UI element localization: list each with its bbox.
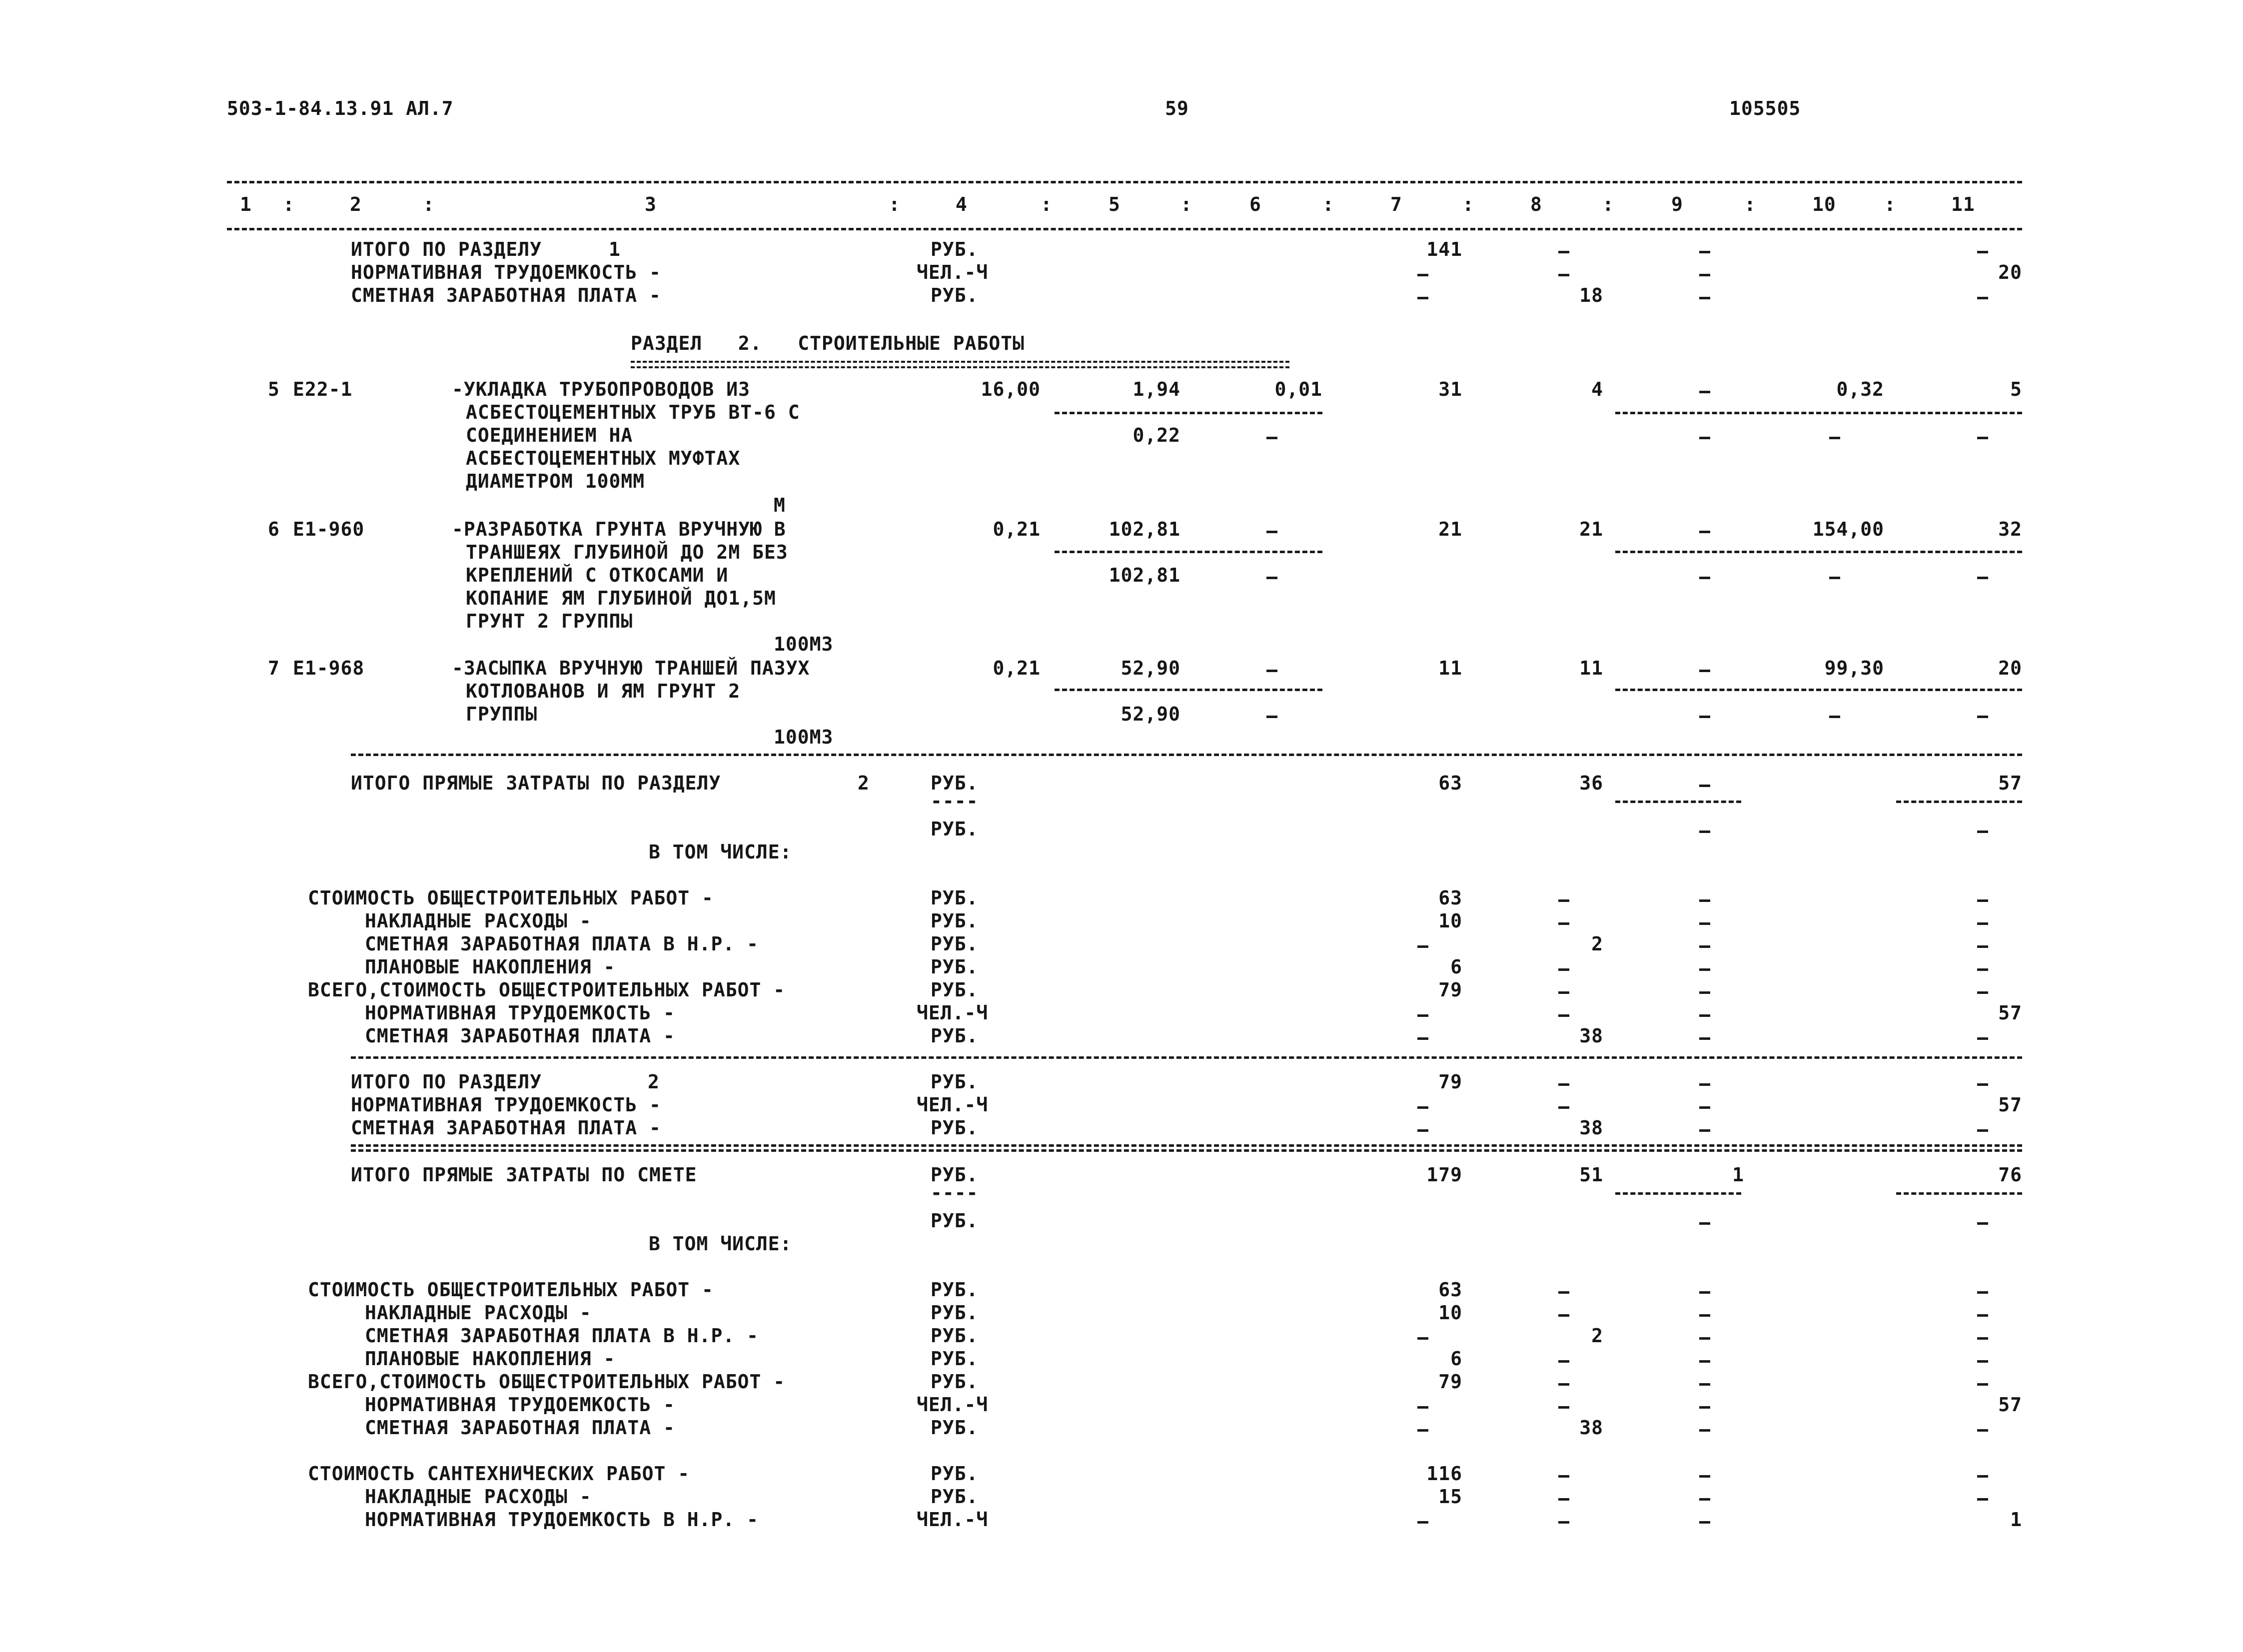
item-quantity: 16,00: [981, 378, 1041, 400]
section2-title-underline: [631, 361, 1289, 363]
including-label: В ТОМ ЧИСЛЕ:: [649, 1233, 792, 1255]
dash-mark: [1558, 251, 1569, 253]
col-header-11: 11: [1951, 193, 1975, 215]
dash-mark: [1266, 716, 1277, 718]
subtotal-rule: [1896, 1192, 2022, 1195]
dash-mark: [1558, 922, 1569, 925]
unit-rub: РУБ.: [931, 1417, 979, 1439]
breakdown-c8: 38: [1579, 1417, 1603, 1439]
breakdown-c7: 15: [1438, 1486, 1462, 1508]
col-sep: :: [1180, 193, 1192, 215]
dash-mark: [1699, 991, 1710, 994]
item-c7: 11: [1438, 657, 1462, 679]
item-code: Е1-960: [293, 518, 365, 540]
dash-mark: [1699, 1498, 1710, 1501]
unit-rub: РУБ.: [931, 1463, 979, 1485]
item-unit: 100М3: [774, 633, 834, 655]
section1-zp-c8: 18: [1579, 284, 1603, 306]
dash-mark: [1977, 991, 1988, 994]
document-code: 503-1-84.13.91 АЛ.7: [227, 97, 454, 119]
item-desc-line: -РАЗРАБОТКА ГРУНТА ВРУЧНУЮ В: [452, 518, 786, 540]
breakdown-label: ВСЕГО,СТОИМОСТЬ ОБЩЕСТРОИТЕЛЬНЫХ РАБОТ -: [308, 979, 786, 1001]
unit-rub: РУБ.: [931, 887, 979, 909]
dash-mark: [1558, 274, 1569, 276]
item-number: 5: [268, 378, 280, 400]
item-number: 6: [268, 518, 280, 540]
dash-mark: [1417, 1037, 1428, 1040]
top-rule: [227, 181, 2022, 183]
dash-mark: [1977, 945, 1988, 948]
item-desc-line: КОТЛОВАНОВ И ЯМ ГРУНТ 2: [466, 680, 741, 702]
dash-mark: [1417, 1129, 1428, 1132]
item-desc-line: АСБЕСТОЦЕМЕНТНЫХ ТРУБ ВТ-6 С: [466, 401, 800, 423]
section1-trud-c11: 20: [1998, 261, 2022, 283]
breakdown-label: НОРМАТИВНАЯ ТРУДОЕМКОСТЬ -: [365, 1394, 675, 1416]
subtotal-rule: [1055, 412, 1322, 414]
dash-mark: [1699, 1406, 1710, 1409]
section-rule: [351, 754, 2022, 756]
breakdown-c7: 63: [1438, 887, 1462, 909]
dash-mark: [1558, 991, 1569, 994]
breakdown-c7: 79: [1438, 979, 1462, 1001]
breakdown-c7: 10: [1438, 1302, 1462, 1324]
breakdown-c11: 1: [2010, 1509, 2022, 1531]
dash-mark: [1699, 1360, 1710, 1363]
unit-chel-ch: ЧЕЛ.-Ч: [917, 261, 989, 283]
dash-mark: [1699, 830, 1710, 833]
item-quantity: 0,21: [993, 518, 1041, 540]
subtotal-rule: [1615, 689, 2022, 691]
section1-total-c7: 141: [1426, 238, 1462, 260]
dash-mark: [1977, 1129, 1988, 1132]
item-desc-line: -ЗАСЫПКА ВРУЧНУЮ ТРАНШЕЙ ПАЗУХ: [452, 657, 810, 679]
dash-mark: [1699, 274, 1710, 276]
unit-rub: РУБ.: [931, 1486, 979, 1508]
breakdown-label: СТОИМОСТЬ САНТЕХНИЧЕСКИХ РАБОТ -: [308, 1463, 690, 1485]
dash-mark: [1977, 922, 1988, 925]
dash-mark: [1699, 577, 1710, 579]
col-sep: :: [423, 193, 435, 215]
inventory-number: 105505: [1729, 97, 1801, 119]
unit-rub: РУБ.: [931, 772, 979, 794]
section-rule: [351, 1056, 2022, 1059]
dash-mark: [1699, 1129, 1710, 1132]
dash-mark: [1558, 1014, 1569, 1017]
unit-chel-ch: ЧЕЛ.-Ч: [917, 1094, 989, 1116]
dash-mark: [1699, 968, 1710, 971]
unit-rub: РУБ.: [931, 1071, 979, 1093]
dash-mark: [1977, 899, 1988, 902]
breakdown-label: НОРМАТИВНАЯ ТРУДОЕМКОСТЬ -: [365, 1002, 675, 1024]
breakdown-c7: 6: [1450, 956, 1462, 978]
dash-mark: [1699, 922, 1710, 925]
dash-mark: [1699, 297, 1710, 299]
item-desc-line: ГРУППЫ: [466, 703, 538, 725]
dash-mark: [1417, 945, 1428, 948]
dash-mark: [1699, 1521, 1710, 1524]
breakdown-c7: 79: [1438, 1371, 1462, 1393]
unit-rub: РУБ.: [931, 1325, 979, 1347]
unit-rub: РУБ.: [931, 1164, 979, 1186]
breakdown-c7: 116: [1426, 1463, 1462, 1485]
col-sep: :: [1744, 193, 1756, 215]
section2-number: 2: [858, 772, 870, 794]
dash-mark: [1699, 1014, 1710, 1017]
breakdown-label: НОРМАТИВНАЯ ТРУДОЕМКОСТЬ В Н.Р. -: [365, 1509, 759, 1531]
dash-mark: [1977, 1222, 1988, 1225]
col-header-5: 5: [1109, 193, 1121, 215]
breakdown-label: СТОИМОСТЬ ОБЩЕСТРОИТЕЛЬНЫХ РАБОТ -: [308, 1279, 714, 1301]
item-c6: 0,01: [1274, 378, 1322, 400]
col-header-2: 2: [350, 193, 362, 215]
item-c8: 21: [1579, 518, 1603, 540]
breakdown-label: НАКЛАДНЫЕ РАСХОДЫ -: [365, 1486, 592, 1508]
dash-mark: [1558, 1314, 1569, 1317]
dash-mark: [1558, 968, 1569, 971]
dash-mark: [1699, 1106, 1710, 1109]
col-header-10: 10: [1812, 193, 1836, 215]
col-header-9: 9: [1671, 193, 1683, 215]
section-total-trud-c11: 57: [1998, 1094, 2022, 1116]
dash-mark: [1558, 1498, 1569, 1501]
dash-mark: [1558, 1475, 1569, 1478]
breakdown-c11: 57: [1998, 1002, 2022, 1024]
dash-mark: [1699, 1291, 1710, 1294]
breakdown-label: СМЕТНАЯ ЗАРАБОТНАЯ ПЛАТА В Н.Р. -: [365, 1325, 759, 1347]
section-rule: [351, 1144, 2022, 1147]
item-c11: 5: [2010, 378, 2022, 400]
breakdown-label: НАКЛАДНЫЕ РАСХОДЫ -: [365, 1302, 592, 1324]
item-desc-line: ГРУНТ 2 ГРУППЫ: [466, 610, 633, 632]
dash-mark: [1558, 1083, 1569, 1086]
header-rule: [227, 228, 2022, 230]
dash-mark: [1977, 251, 1988, 253]
dash-mark: [1558, 1406, 1569, 1409]
dash-mark: [1699, 945, 1710, 948]
dash-mark: [1699, 1475, 1710, 1478]
item-c5-sub: 0,22: [1132, 424, 1180, 446]
item-code: Е22-1: [293, 378, 353, 400]
subtotal-rule: [1615, 412, 2022, 414]
dash-mark: [1977, 1337, 1988, 1340]
unit-rub: РУБ.: [931, 1117, 979, 1139]
dash-mark: [1829, 716, 1840, 718]
dash-mark: [1699, 531, 1710, 533]
breakdown-c7: 63: [1438, 1279, 1462, 1301]
section2-number: 2: [648, 1071, 660, 1093]
dash-mark: [1266, 437, 1277, 439]
dash-mark: [1417, 1406, 1428, 1409]
breakdown-label: ВСЕГО,СТОИМОСТЬ ОБЩЕСТРОИТЕЛЬНЫХ РАБОТ -: [308, 1371, 786, 1393]
subtotal-rule: [1615, 1192, 1741, 1195]
section-total-zp-c8: 38: [1579, 1117, 1603, 1139]
dash-mark: [1417, 1337, 1428, 1340]
item-desc-line: КРЕПЛЕНИЙ С ОТКОСАМИ И: [466, 564, 729, 586]
dash-mark: [1977, 1475, 1988, 1478]
section-total-label: ИТОГО ПО РАЗДЕЛУ: [351, 1071, 542, 1093]
dash-mark: [1699, 1037, 1710, 1040]
zarplata-label: СМЕТНАЯ ЗАРАБОТНАЯ ПЛАТА -: [351, 1117, 661, 1139]
page-number: 59: [1165, 97, 1189, 119]
col-sep: :: [1322, 193, 1334, 215]
unit-chel-ch: ЧЕЛ.-Ч: [917, 1509, 989, 1531]
dash-mark: [1699, 1429, 1710, 1432]
section2-c8: 36: [1579, 772, 1603, 794]
dash-mark: [1699, 1337, 1710, 1340]
dash-mark: [1699, 251, 1710, 253]
dash-mark: [1417, 1521, 1428, 1524]
item-desc-line: ДИАМЕТРОМ 100ММ: [466, 470, 645, 492]
col-header-1: 1: [240, 193, 252, 215]
breakdown-label: СТОИМОСТЬ ОБЩЕСТРОИТЕЛЬНЫХ РАБОТ -: [308, 887, 714, 909]
breakdown-c8: 2: [1591, 1325, 1603, 1347]
unit-rub: РУБ.: [931, 1279, 979, 1301]
dash-mark: [1977, 297, 1988, 299]
including-label: В ТОМ ЧИСЛЕ:: [649, 841, 792, 863]
col-sep: :: [283, 193, 295, 215]
unit-rub: РУБ.: [931, 956, 979, 978]
dash-mark: [1558, 1291, 1569, 1294]
breakdown-c11: 57: [1998, 1394, 2022, 1416]
dash-mark: [1977, 1383, 1988, 1386]
dash-mark: [1417, 1429, 1428, 1432]
dash-mark: [1699, 391, 1710, 393]
dash-mark: [1977, 577, 1988, 579]
section2-c11: 57: [1998, 772, 2022, 794]
item-c10: 0,32: [1836, 378, 1884, 400]
item-c5: 102,81: [1109, 518, 1180, 540]
breakdown-label: ПЛАНОВЫЕ НАКОПЛЕНИЯ -: [365, 956, 616, 978]
item-quantity: 0,21: [993, 657, 1041, 679]
section2-c7: 63: [1438, 772, 1462, 794]
dash-mark: [1417, 274, 1428, 276]
section2-direct-label: ИТОГО ПРЯМЫЕ ЗАТРАТЫ ПО РАЗДЕЛУ: [351, 772, 721, 794]
item-c10: 154,00: [1812, 518, 1884, 540]
estimate-c8: 51: [1579, 1164, 1603, 1186]
dash-mark: [1266, 531, 1277, 533]
breakdown-c7: 10: [1438, 910, 1462, 932]
breakdown-c7: 6: [1450, 1348, 1462, 1370]
estimate-c11: 76: [1998, 1164, 2022, 1186]
section1-number: 1: [609, 238, 621, 260]
subtotal-rule: [1055, 689, 1322, 691]
unit-underline: ----: [931, 1182, 979, 1204]
item-desc-line: КОПАНИЕ ЯМ ГЛУБИНОЙ ДО1,5М: [466, 587, 776, 609]
unit-rub: РУБ.: [931, 238, 979, 260]
dash-mark: [1977, 1037, 1988, 1040]
item-desc-line: ТРАНШЕЯХ ГЛУБИНОЙ ДО 2М БЕЗ: [466, 541, 788, 563]
unit-rub: РУБ.: [931, 1210, 979, 1232]
dash-mark: [1699, 716, 1710, 718]
item-c7: 31: [1438, 378, 1462, 400]
item-desc-line: -УКЛАДКА ТРУБОПРОВОДОВ ИЗ: [452, 378, 750, 400]
breakdown-c8: 2: [1591, 933, 1603, 955]
dash-mark: [1699, 899, 1710, 902]
item-unit: 100М3: [774, 726, 834, 748]
subtotal-rule: [1615, 801, 1741, 803]
unit-rub: РУБ.: [931, 979, 979, 1001]
unit-rub: РУБ.: [931, 1302, 979, 1324]
dash-mark: [1977, 1429, 1988, 1432]
trudoemkost-label: НОРМАТИВНАЯ ТРУДОЕМКОСТЬ -: [351, 261, 661, 283]
unit-rub: РУБ.: [931, 1348, 979, 1370]
dash-mark: [1699, 437, 1710, 439]
col-sep: :: [1041, 193, 1053, 215]
unit-rub: РУБ.: [931, 284, 979, 306]
dash-mark: [1266, 577, 1277, 579]
breakdown-label: СМЕТНАЯ ЗАРАБОТНАЯ ПЛАТА -: [365, 1417, 675, 1439]
col-header-6: 6: [1249, 193, 1261, 215]
dash-mark: [1266, 670, 1277, 672]
estimate-direct-label: ИТОГО ПРЯМЫЕ ЗАТРАТЫ ПО СМЕТЕ: [351, 1164, 697, 1186]
unit-chel-ch: ЧЕЛ.-Ч: [917, 1394, 989, 1416]
item-desc-line: АСБЕСТОЦЕМЕНТНЫХ МУФТАХ: [466, 447, 741, 469]
unit-underline: ----: [931, 790, 979, 812]
item-c10: 99,30: [1824, 657, 1884, 679]
dash-mark: [1977, 1314, 1988, 1317]
dash-mark: [1829, 577, 1840, 579]
item-number: 7: [268, 657, 280, 679]
estimate-c7: 179: [1426, 1164, 1462, 1186]
item-c8: 11: [1579, 657, 1603, 679]
unit-rub: РУБ.: [931, 1025, 979, 1047]
unit-rub: РУБ.: [931, 933, 979, 955]
dash-mark: [1977, 716, 1988, 718]
dash-mark: [1699, 1383, 1710, 1386]
col-header-8: 8: [1530, 193, 1542, 215]
unit-chel-ch: ЧЕЛ.-Ч: [917, 1002, 989, 1024]
dash-mark: [1977, 968, 1988, 971]
col-header-7: 7: [1390, 193, 1402, 215]
dash-mark: [1977, 1291, 1988, 1294]
dash-mark: [1417, 1106, 1428, 1109]
col-sep: :: [889, 193, 901, 215]
col-sep: :: [1462, 193, 1474, 215]
dash-mark: [1699, 1314, 1710, 1317]
trudoemkost-label: НОРМАТИВНАЯ ТРУДОЕМКОСТЬ -: [351, 1094, 661, 1116]
dash-mark: [1558, 1106, 1569, 1109]
subtotal-rule: [1615, 551, 2022, 553]
item-desc-line: СОЕДИНЕНИЕМ НА: [466, 424, 633, 446]
section-rule: [351, 1149, 2022, 1152]
breakdown-label: СМЕТНАЯ ЗАРАБОТНАЯ ПЛАТА В Н.Р. -: [365, 933, 759, 955]
item-c8: 4: [1591, 378, 1603, 400]
col-sep: :: [1602, 193, 1614, 215]
item-unit: М: [774, 494, 786, 516]
dash-mark: [1977, 1360, 1988, 1363]
subtotal-rule: [1896, 801, 2022, 803]
dash-mark: [1977, 437, 1988, 439]
breakdown-c8: 38: [1579, 1025, 1603, 1047]
item-c7: 21: [1438, 518, 1462, 540]
item-c5-sub: 102,81: [1109, 564, 1180, 586]
section-total-c7: 79: [1438, 1071, 1462, 1093]
dash-mark: [1558, 899, 1569, 902]
section2-title: РАЗДЕЛ 2. СТРОИТЕЛЬНЫЕ РАБОТЫ: [631, 332, 1025, 354]
subtotal-rule: [1055, 551, 1322, 553]
item-c5: 52,90: [1121, 657, 1180, 679]
breakdown-label: НАКЛАДНЫЕ РАСХОДЫ -: [365, 910, 592, 932]
dash-mark: [1699, 1083, 1710, 1086]
item-code: Е1-968: [293, 657, 365, 679]
item-c11: 32: [1998, 518, 2022, 540]
section1-total-label: ИТОГО ПО РАЗДЕЛУ: [351, 238, 542, 260]
dash-mark: [1829, 437, 1840, 439]
dash-mark: [1417, 297, 1428, 299]
unit-rub: РУБ.: [931, 1371, 979, 1393]
col-header-4: 4: [956, 193, 968, 215]
dash-mark: [1699, 1222, 1710, 1225]
dash-mark: [1558, 1383, 1569, 1386]
breakdown-label: ПЛАНОВЫЕ НАКОПЛЕНИЯ -: [365, 1348, 616, 1370]
item-c11: 20: [1998, 657, 2022, 679]
unit-rub: РУБ.: [931, 910, 979, 932]
dash-mark: [1699, 785, 1710, 787]
item-c5-sub: 52,90: [1121, 703, 1180, 725]
dash-mark: [1977, 1083, 1988, 1086]
dash-mark: [1417, 1014, 1428, 1017]
dash-mark: [1558, 1360, 1569, 1363]
dash-mark: [1558, 1521, 1569, 1524]
zarplata-label: СМЕТНАЯ ЗАРАБОТНАЯ ПЛАТА -: [351, 284, 661, 306]
item-c5: 1,94: [1132, 378, 1180, 400]
dash-mark: [1977, 1498, 1988, 1501]
col-header-3: 3: [645, 193, 657, 215]
estimate-c9: 1: [1732, 1164, 1744, 1186]
unit-rub: РУБ.: [931, 818, 979, 840]
dash-mark: [1977, 830, 1988, 833]
breakdown-label: СМЕТНАЯ ЗАРАБОТНАЯ ПЛАТА -: [365, 1025, 675, 1047]
dash-mark: [1699, 670, 1710, 672]
col-sep: :: [1884, 193, 1896, 215]
